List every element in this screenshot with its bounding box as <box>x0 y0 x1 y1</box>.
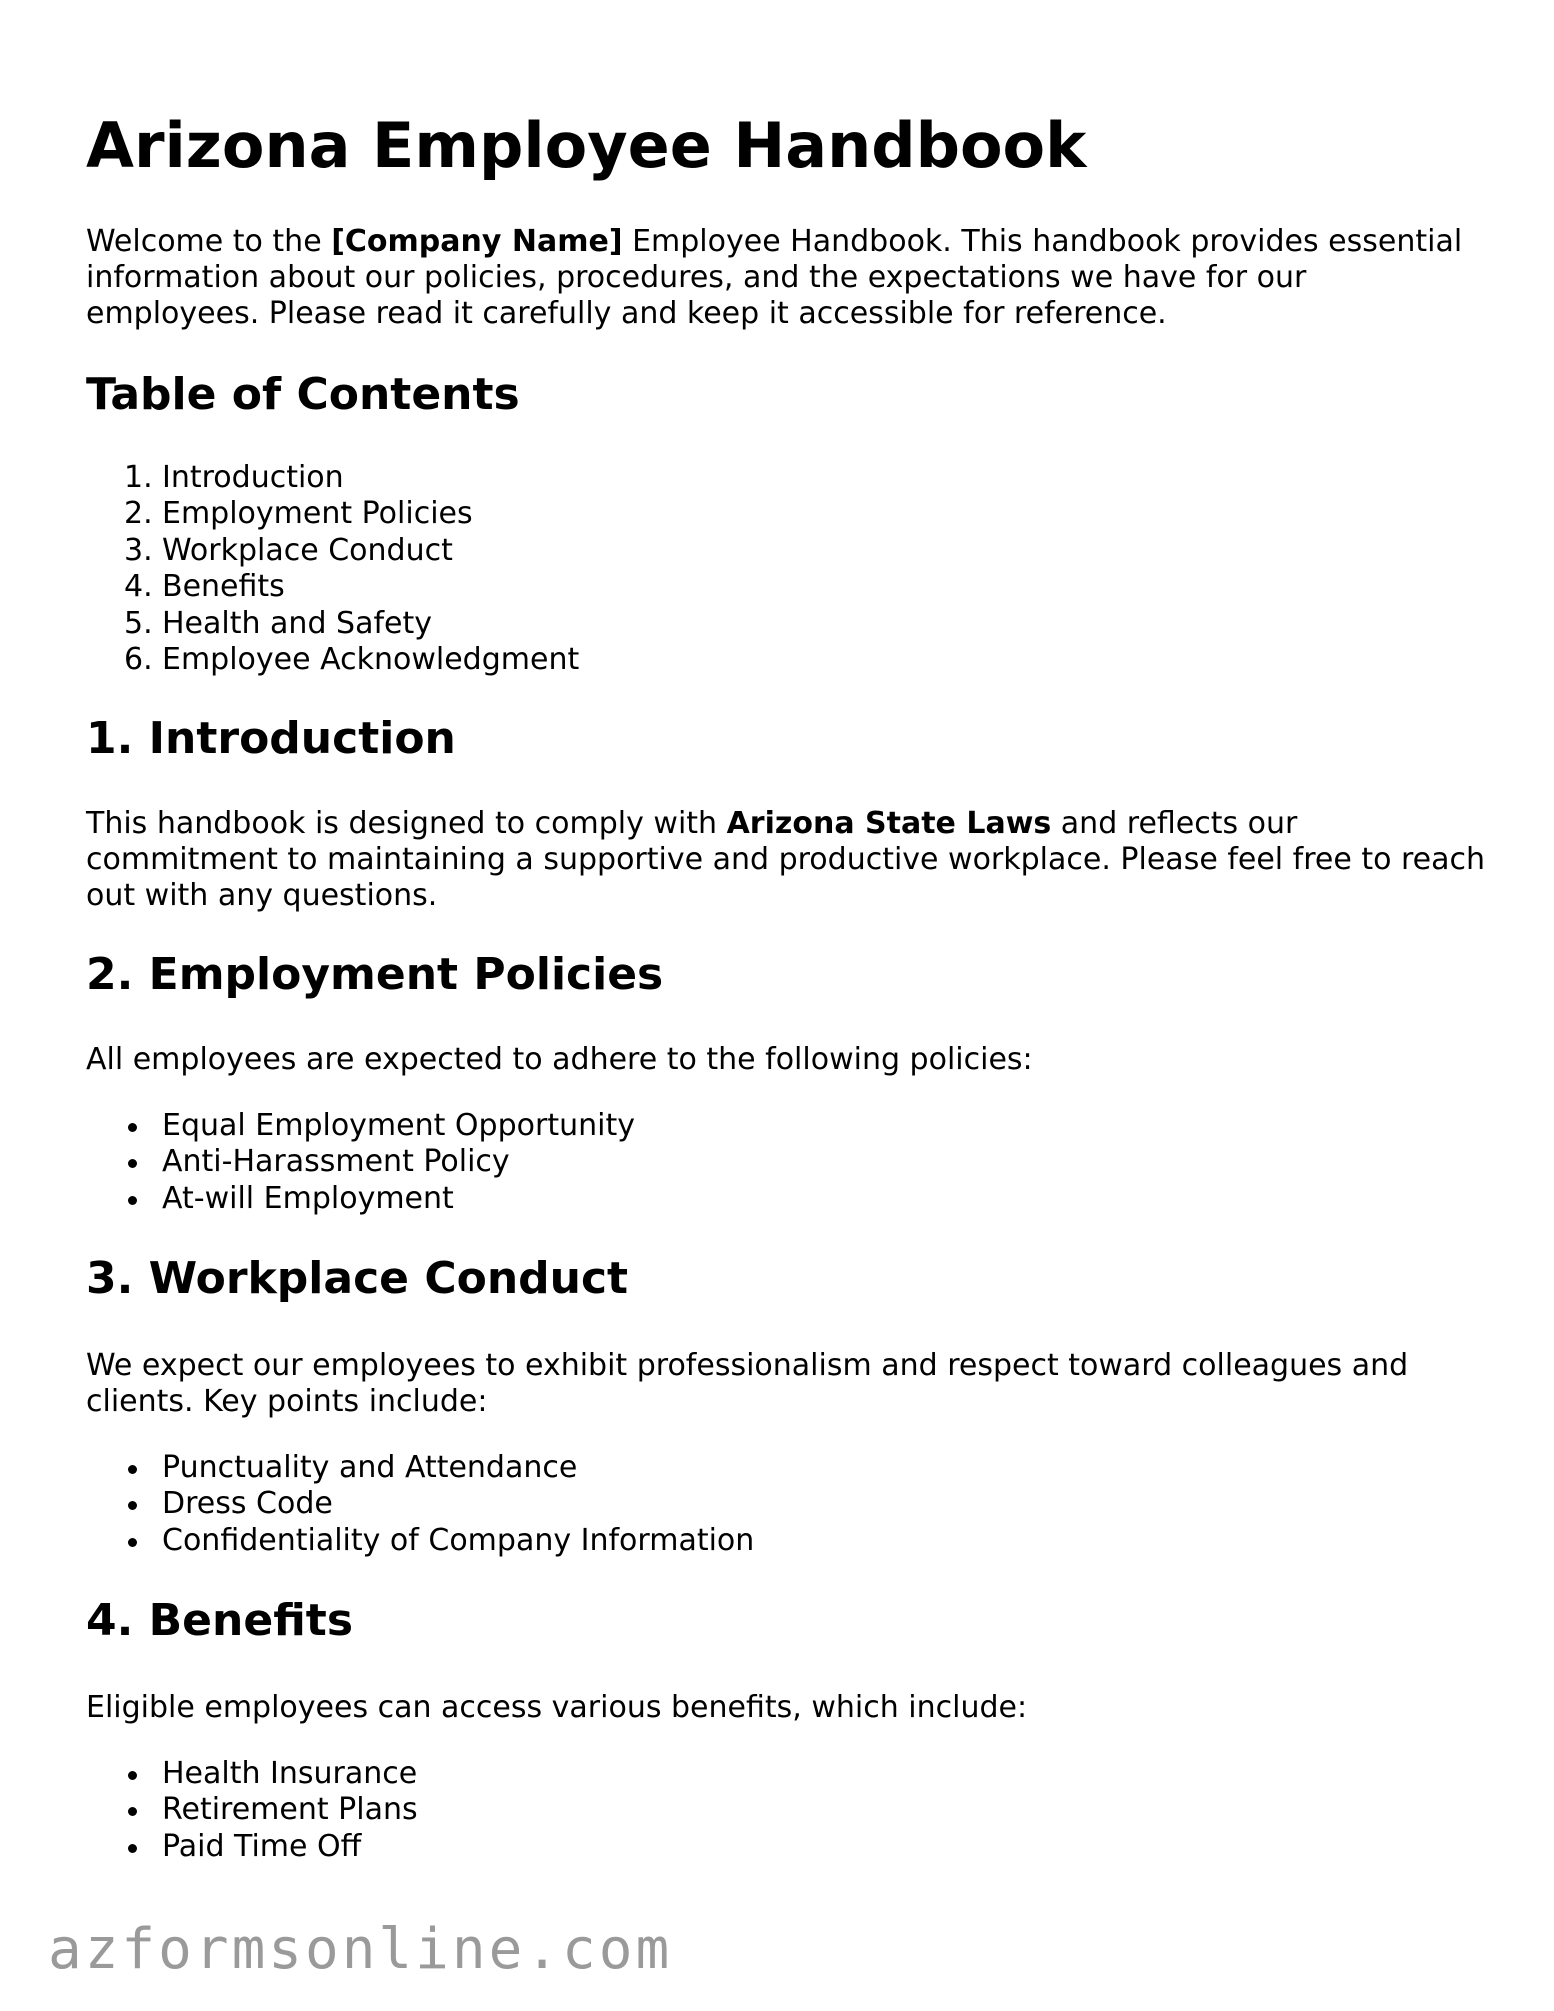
bullet-icon <box>128 1159 137 1168</box>
workplace-conduct-paragraph: We expect our employees to exhibit professionalism and respect toward colleagues and clients. Key points include: <box>86 1348 1409 1419</box>
list-item <box>86 1829 418 1865</box>
introduction-heading: 1. Introduction <box>86 713 456 764</box>
toc-item <box>86 569 579 605</box>
benefits-list <box>86 1756 418 1865</box>
toc-item <box>86 460 579 496</box>
list-item <box>86 1486 754 1522</box>
toc-heading: Table of Contents <box>86 369 520 420</box>
toc-item-label: Health and Safety <box>162 605 432 641</box>
toc-item-label: Employment Policies <box>162 496 473 532</box>
bullet-icon <box>128 1196 137 1205</box>
list-item <box>86 1108 635 1144</box>
intro-text-before: Welcome to the <box>86 224 332 259</box>
bullet-icon <box>128 1465 137 1474</box>
list-item-label: Health Insurance <box>162 1756 418 1791</box>
intro-paragraph <box>86 224 1486 332</box>
bullet-icon <box>128 1501 137 1510</box>
list-item <box>86 1181 635 1217</box>
list-item <box>86 1523 754 1559</box>
list-item-label: Equal Employment Opportunity <box>162 1108 635 1143</box>
bullet-icon <box>128 1123 137 1132</box>
toc-item <box>86 642 579 678</box>
workplace-conduct-heading: 3. Workplace Conduct <box>86 1253 629 1304</box>
toc-item-label: Introduction <box>162 460 344 495</box>
introduction-paragraph <box>86 806 1486 914</box>
toc-item <box>86 496 579 532</box>
employment-policies-heading: 2. Employment Policies <box>86 949 664 1000</box>
workplace-conduct-list <box>86 1450 754 1559</box>
employment-policies-paragraph: All employees are expected to adhere to the following policies: <box>86 1042 1033 1077</box>
employment-policies-list <box>86 1108 635 1217</box>
toc-item-number: 3. <box>124 532 153 568</box>
toc-item-label: Benefits <box>162 569 285 605</box>
list-item <box>86 1450 754 1486</box>
benefits-paragraph: Eligible employees can access various benefits, which include: <box>86 1690 1028 1725</box>
toc-item <box>86 606 579 642</box>
list-item-label: Retirement Plans <box>162 1792 418 1828</box>
benefits-heading: 4. Benefits <box>86 1595 354 1646</box>
arizona-state-laws: Arizona State Laws <box>726 806 1052 841</box>
bullet-icon <box>128 1771 137 1780</box>
list-item-label: Punctuality and Attendance <box>162 1450 578 1485</box>
introduction-text-after: and reflects our commitment to maintaining a supportive and productive workplace. Please feel free to reach out with any questions. <box>86 806 1486 913</box>
toc-item-number: 5. <box>124 605 153 641</box>
toc-list <box>86 460 579 678</box>
list-item <box>86 1144 635 1180</box>
toc-item-label: Employee Acknowledgment <box>162 642 580 678</box>
watermark: azformsonline.com <box>48 1917 673 1982</box>
list-item <box>86 1792 418 1828</box>
toc-item-number: 6. <box>124 642 153 678</box>
list-item-label: Paid Time Off <box>162 1828 362 1864</box>
toc-item-label: Workplace Conduct <box>162 532 453 568</box>
toc-item-number: 1. <box>124 460 153 495</box>
list-item-label: Confidentiality of Company Information <box>162 1522 755 1558</box>
toc-item <box>86 533 579 569</box>
bullet-icon <box>128 1844 137 1853</box>
toc-item-number: 2. <box>124 496 153 532</box>
list-item-label: Anti-Harassment Policy <box>162 1144 510 1180</box>
list-item <box>86 1756 418 1792</box>
toc-item-number: 4. <box>124 569 153 605</box>
list-item-label: Dress Code <box>162 1486 333 1522</box>
intro-text-after: Employee Handbook. This handbook provides essential information about our policies, procedures, and the expectations we have for our employees. Please read it carefully and keep it accessible for reference. <box>86 224 1463 331</box>
bullet-icon <box>128 1538 137 1547</box>
list-item-label: At-will Employment <box>162 1180 454 1216</box>
company-name-placeholder: [Company Name] <box>331 224 623 259</box>
introduction-text-before: This handbook is designed to comply with <box>86 806 727 841</box>
document-title: Arizona Employee Handbook <box>86 109 1087 182</box>
bullet-icon <box>128 1807 137 1816</box>
